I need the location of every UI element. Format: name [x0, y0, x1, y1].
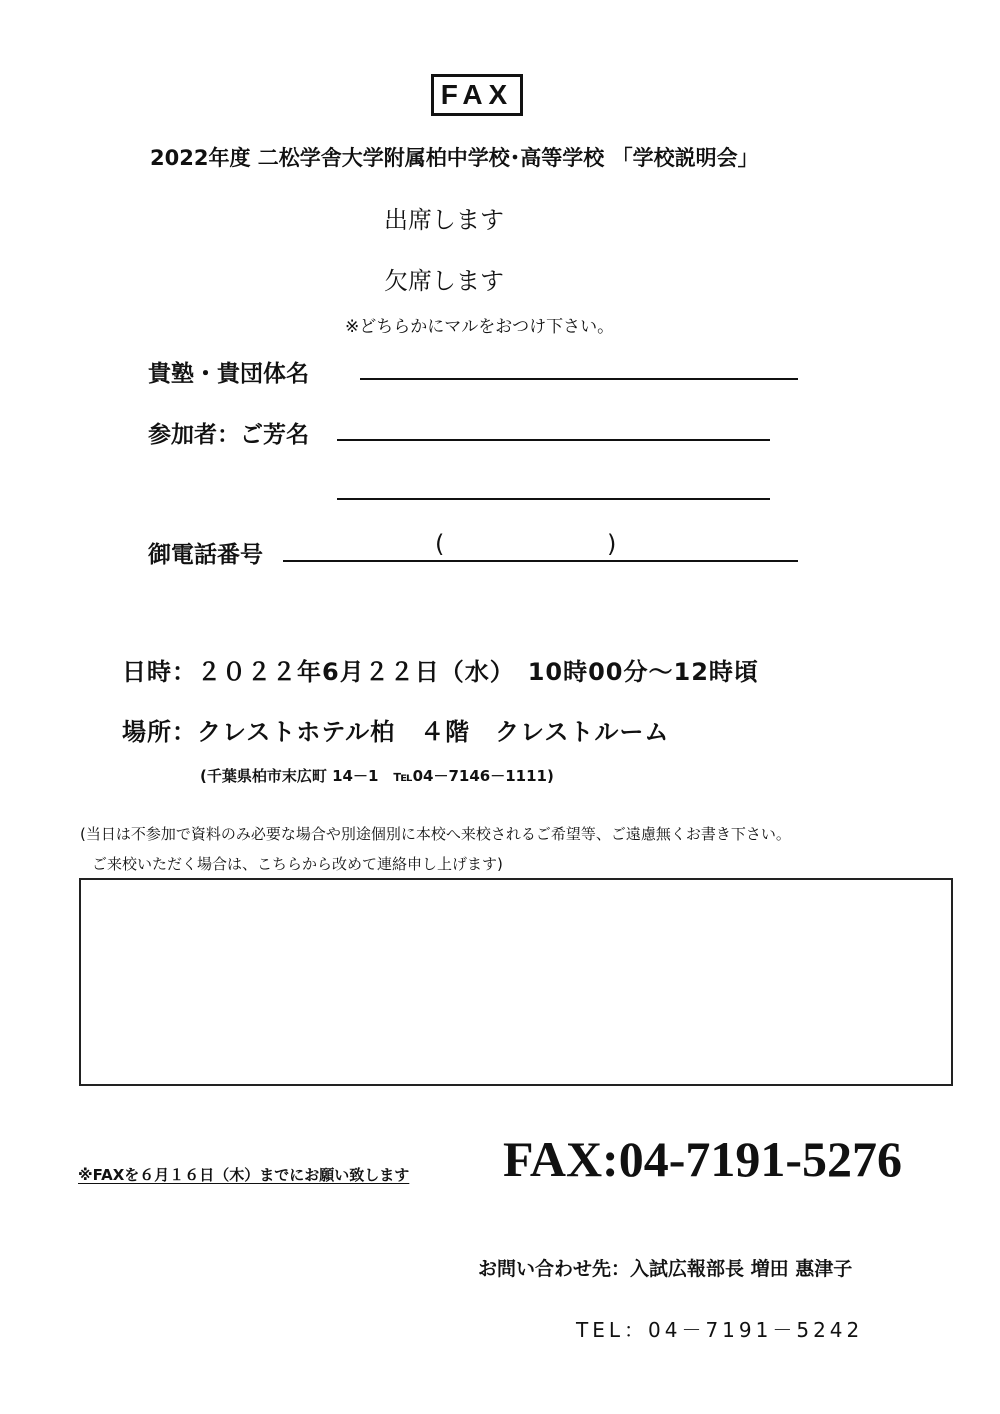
fax-deadline: ※FAXを６月１６日（木）までにお願い致します — [78, 1166, 410, 1184]
fax-number: FAX:04-7191-5276 — [503, 1131, 902, 1187]
memo-instruction-line1: (当日は不参加で資料のみ必要な場合や別途個別に本校へ来校されるご希望等、ご遠慮無くお書き下さい。 — [80, 825, 791, 843]
participant-label: 参加者：ご芳名 — [148, 422, 309, 448]
fax-heading-box — [431, 74, 523, 116]
event-place: 場所：クレストホテル柏 ４階 クレストルーム — [122, 718, 670, 746]
school-name-field[interactable] — [360, 378, 798, 380]
memo-instruction-line2: ご来校いただく場合は、こちらから改めて連絡申し上げます) — [92, 855, 503, 873]
phone-field[interactable] — [283, 560, 798, 562]
phone-paren-close: ) — [607, 530, 617, 558]
fax-heading: FAX — [440, 79, 514, 110]
contact-tel: TEL：04－7191－5242 — [576, 1318, 864, 1342]
circle-instruction: ※どちらかにマルをおつけ下さい。 — [345, 317, 615, 337]
absent-option[interactable]: 欠席します — [384, 267, 504, 295]
participant-field-2[interactable] — [337, 498, 770, 500]
event-datetime: 日時：２０２２年6月２２日（水） 10時00分～12時頃 — [122, 658, 759, 686]
event-address: (千葉県柏市末広町 14－1 ℡04－7146－1111) — [200, 767, 554, 785]
contact-person: お問い合わせ先：入試広報部長 増田 惠津子 — [478, 1258, 853, 1280]
phone-paren-open: ( — [435, 530, 445, 558]
phone-label: 御電話番号 — [148, 542, 263, 568]
attend-option[interactable]: 出席します — [384, 206, 504, 234]
document-title: 2022年度 二松学舎大学附属柏中学校･高等学校 「学校説明会」 — [150, 146, 759, 170]
school-name-label: 貴塾・貴団体名 — [148, 361, 309, 387]
memo-textarea[interactable] — [79, 878, 953, 1086]
participant-field-1[interactable] — [337, 439, 770, 441]
